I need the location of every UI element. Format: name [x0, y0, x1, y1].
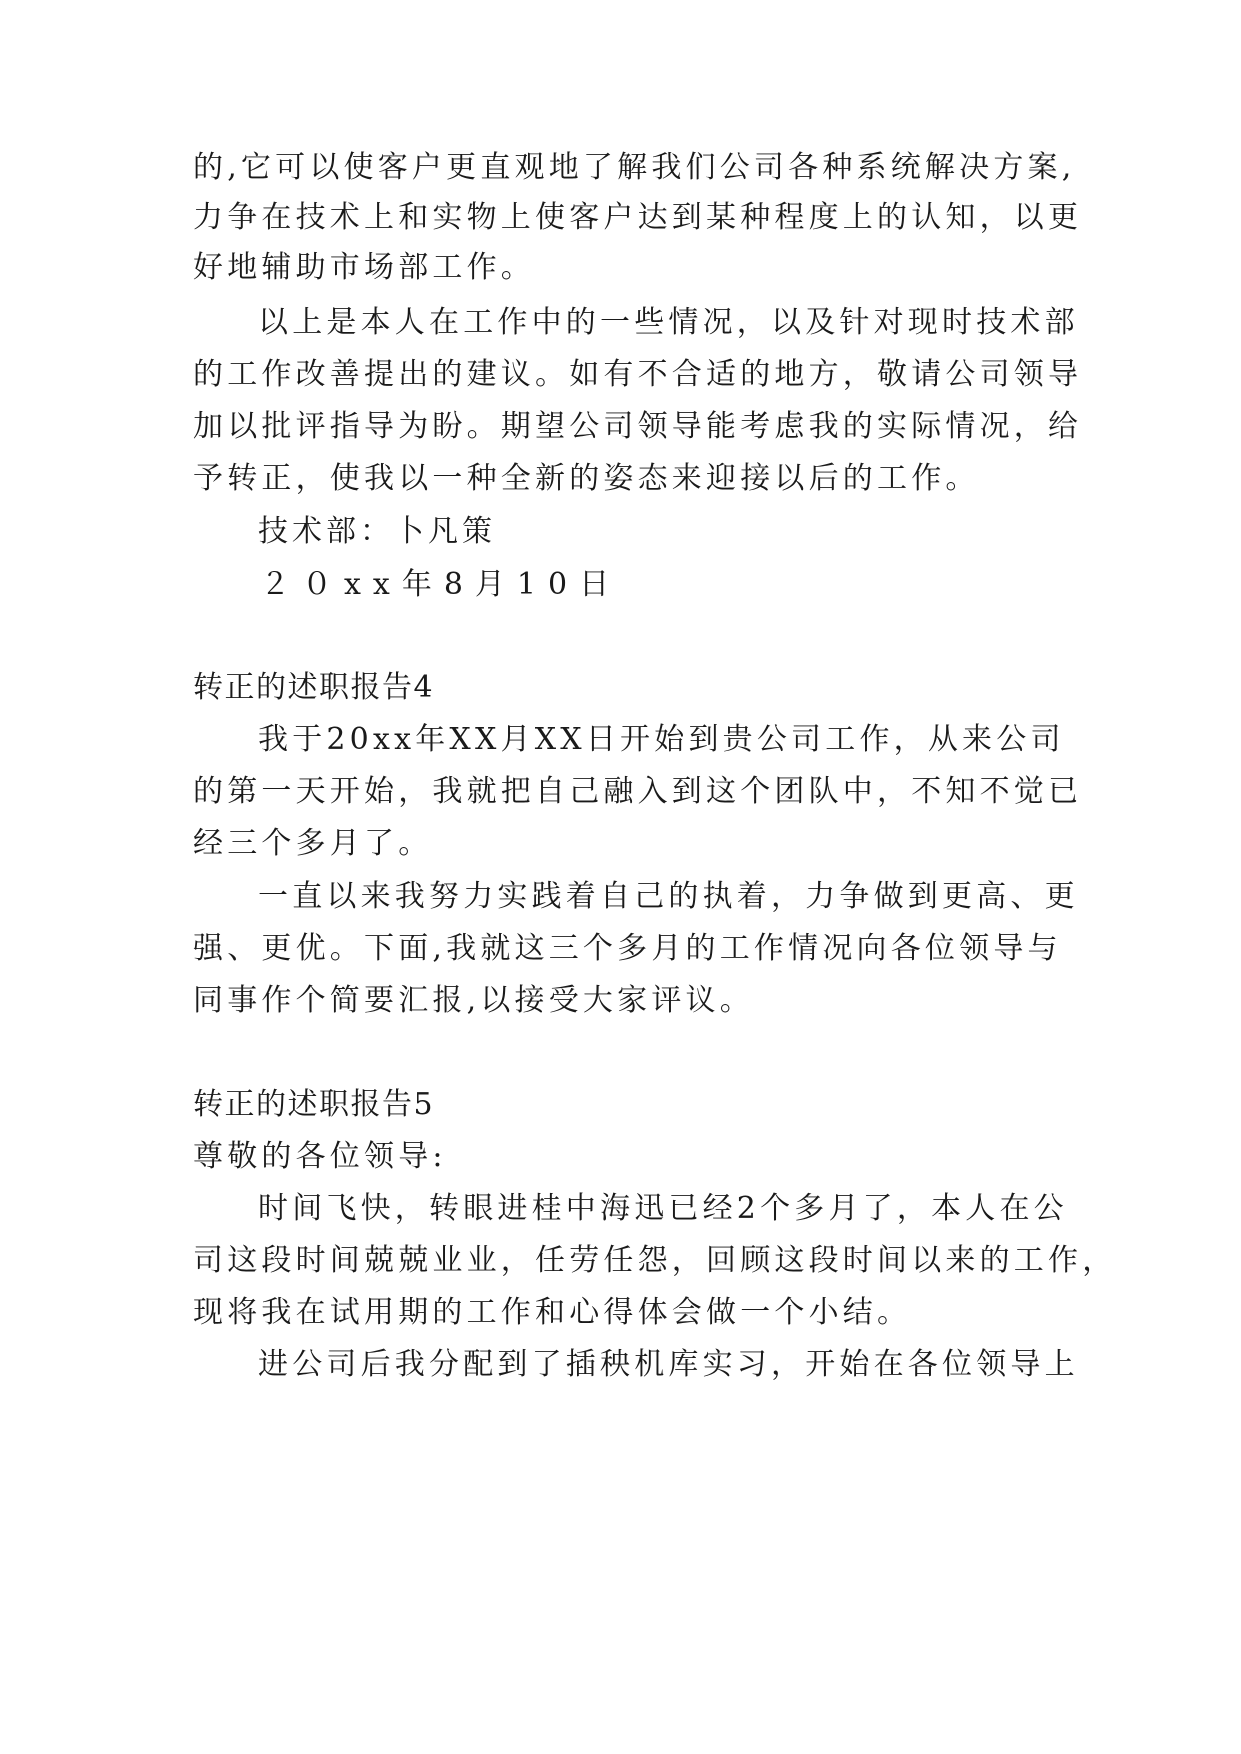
paragraph-line: 好地辅助市场部工作。 — [193, 250, 535, 285]
paragraph-line: 予转正，使我以一种全新的姿态来迎接以后的工作。 — [193, 461, 980, 496]
paragraph-line: 经三个多月了。 — [193, 826, 433, 861]
signature-line: 技术部：卜凡策 — [258, 514, 496, 549]
paragraph-line: 的第一天开始，我就把自己融入到这个团队中，不知不觉已 — [193, 774, 1083, 809]
paragraph-line: 现将我在试用期的工作和心得体会做一个小结。 — [193, 1295, 912, 1330]
paragraph-line: 强、更优。下面,我就这三个多月的工作情况向各位领导与 — [193, 931, 1062, 966]
paragraph-line: 的工作改善提出的建议。如有不合适的地方，敬请公司领导 — [193, 357, 1083, 392]
paragraph-line: 同事作个简要汇报,以接受大家评议。 — [193, 983, 754, 1018]
paragraph-line: 我于20xx年XX月XX日开始到贵公司工作，从来公司 — [258, 722, 1065, 757]
section-title: 转正的述职报告4 — [193, 670, 435, 705]
section-title: 转正的述职报告5 — [193, 1087, 435, 1122]
paragraph-line: 力争在技术上和实物上使客户达到某种程度上的认知，以更 — [193, 200, 1083, 235]
paragraph-line: 时间飞快，转眼进桂中海迅已经2个多月了，本人在公 — [258, 1191, 1068, 1226]
paragraph-line: 司这段时间兢兢业业，任劳任怨，回顾这段时间以来的工作， — [193, 1243, 1117, 1278]
paragraph-line: 的,它可以使客户更直观地了解我们公司各种系统解决方案, — [193, 150, 1076, 185]
date-line: ２０xx年8月10日 — [260, 567, 622, 602]
paragraph-line: 以上是本人在工作中的一些情况，以及针对现时技术部 — [258, 305, 1079, 340]
paragraph-line: 加以批评指导为盼。期望公司领导能考虑我的实际情况，给 — [193, 409, 1083, 444]
paragraph-line: 进公司后我分配到了插秧机库实习，开始在各位领导上 — [258, 1347, 1079, 1382]
paragraph-line: 一直以来我努力实践着自己的执着，力争做到更高、更 — [258, 879, 1079, 914]
salutation: 尊敬的各位领导: — [193, 1139, 447, 1174]
